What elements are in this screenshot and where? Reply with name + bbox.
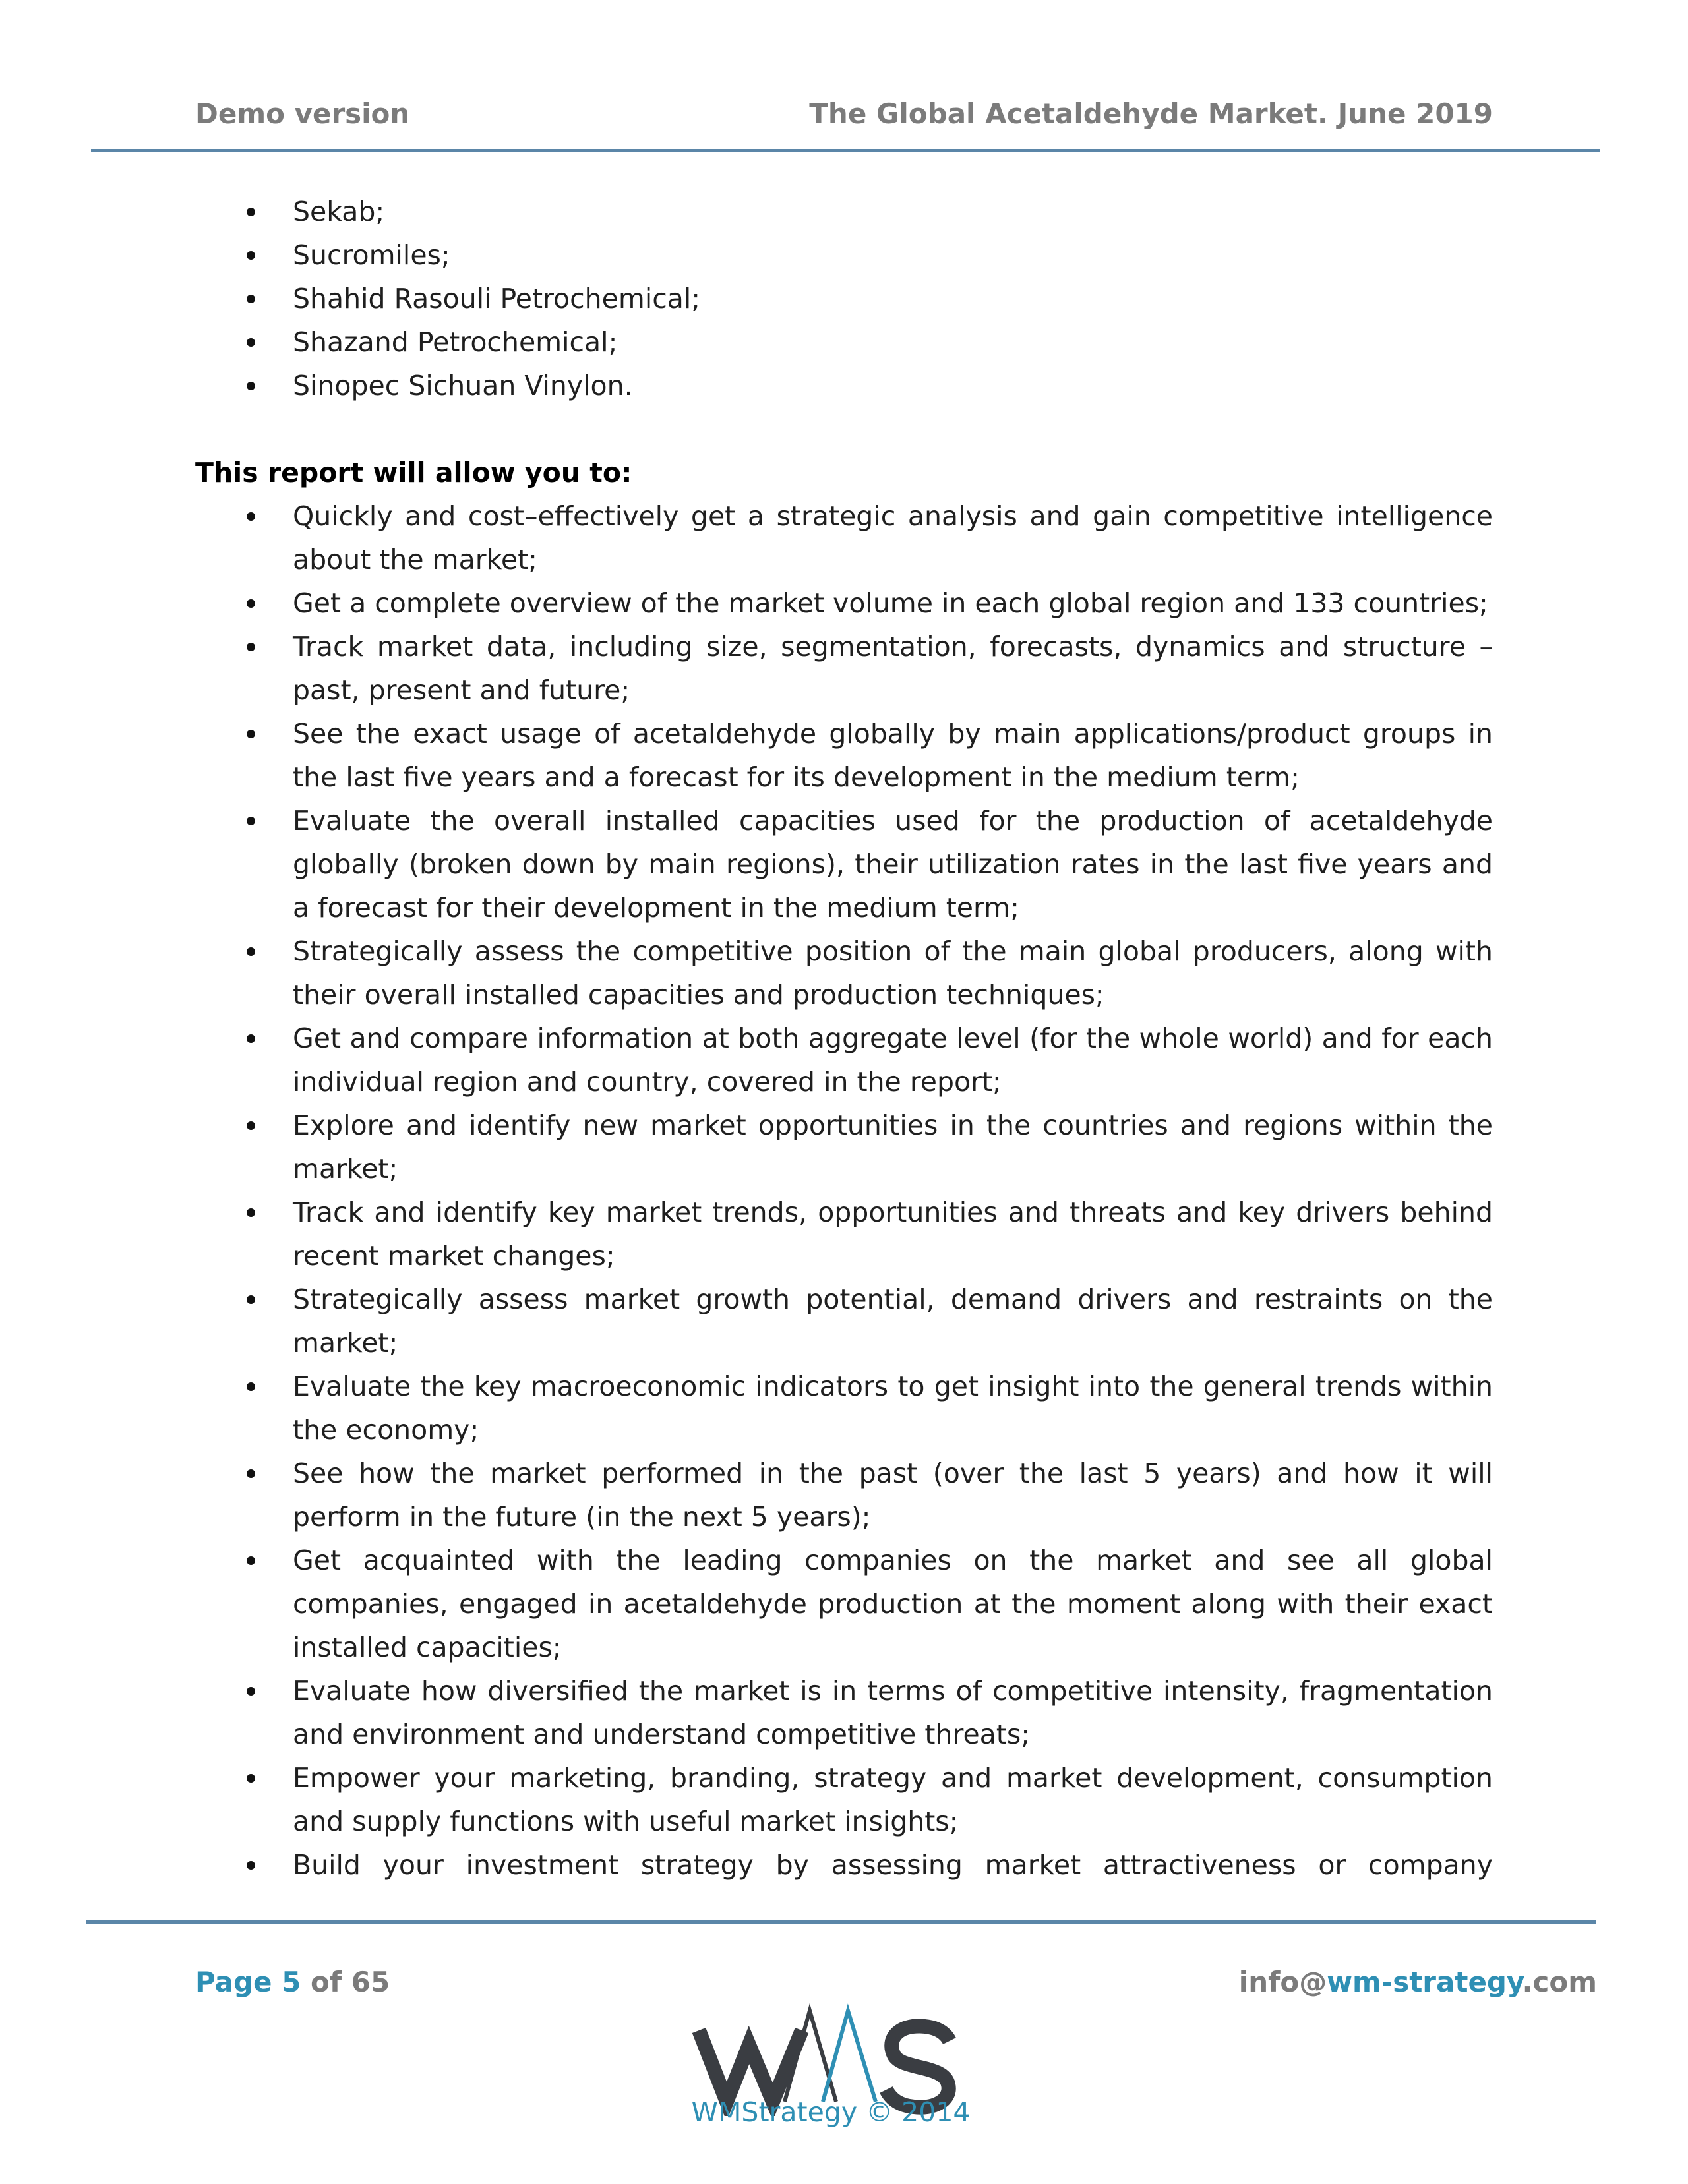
list-item: Sekab; xyxy=(195,190,1493,233)
header-demo-label: Demo version xyxy=(195,98,410,130)
page-word: Page xyxy=(195,1966,272,1998)
section-heading: This report will allow you to: xyxy=(195,457,632,488)
footer-divider xyxy=(86,1920,1596,1924)
list-item: Build your investment strategy by assessing market attractiveness or company xyxy=(195,1843,1493,1887)
list-item: See the exact usage of acetaldehyde globally by main applications/product groups in the last five years and a forecast for its development in the medium term; xyxy=(195,712,1493,799)
list-item: Strategically assess market growth potential, demand drivers and restraints on the market; xyxy=(195,1278,1493,1365)
list-item: Strategically assess the competitive position of the main global producers, along with their overall installed capacities and production techniques; xyxy=(195,930,1493,1017)
list-item: Explore and identify new market opportunities in the countries and regions within the market; xyxy=(195,1104,1493,1191)
email-domain: wm-strategy xyxy=(1327,1966,1522,1998)
list-item: Track and identify key market trends, opportunities and threats and key drivers behind recent market changes; xyxy=(195,1191,1493,1278)
list-item: Get a complete overview of the market volume in each global region and 133 countries; xyxy=(195,581,1493,625)
company-list xyxy=(195,190,1493,407)
benefits-list xyxy=(195,494,1493,1887)
list-item: Evaluate the overall installed capacities used for the production of acetaldehyde globally (broken down by main regions), their utilization rates in the last five years and a forecast for their development in the medium term; xyxy=(195,799,1493,930)
list-item: Quickly and cost–effectively get a strategic analysis and gain competitive intelligence about the market; xyxy=(195,494,1493,581)
list-item: Evaluate the key macroeconomic indicators to get insight into the general trends within the economy; xyxy=(195,1365,1493,1452)
list-item: Get and compare information at both aggregate level (for the whole world) and for each individual region and country, covered in the report; xyxy=(195,1017,1493,1104)
list-item: Get acquainted with the leading companies on the market and see all global companies, engaged in acetaldehyde production at the moment along with their exact installed capacities; xyxy=(195,1539,1493,1669)
page-total: of 65 xyxy=(311,1966,390,1998)
email-suffix: .com xyxy=(1522,1966,1597,1998)
header-divider xyxy=(91,149,1600,152)
list-item: Sucromiles; xyxy=(195,233,1493,277)
list-item: Shazand Petrochemical; xyxy=(195,320,1493,364)
list-item: Shahid Rasouli Petrochemical; xyxy=(195,277,1493,320)
list-item: Evaluate how diversified the market is in terms of competitive intensity, fragmentation and environment and understand competitive threats; xyxy=(195,1669,1493,1756)
page-body xyxy=(195,190,1493,1887)
page-header xyxy=(195,98,1493,137)
copyright-text: WMStrategy © 2014 xyxy=(691,2096,971,2128)
contact-email xyxy=(1239,1966,1597,1998)
email-prefix: info@ xyxy=(1238,1966,1327,1998)
page-number xyxy=(195,1966,390,1998)
list-item: Sinopec Sichuan Vinylon. xyxy=(195,364,1493,407)
logo-text: WMS xyxy=(686,1984,688,1985)
page-current: 5 xyxy=(282,1966,301,1998)
list-item: Track market data, including size, segmentation, forecasts, dynamics and structure – past, present and future; xyxy=(195,625,1493,712)
list-item: See how the market performed in the past (over the last 5 years) and how it will perform in the future (in the next 5 years); xyxy=(195,1452,1493,1539)
list-item: Empower your marketing, branding, strategy and market development, consumption and supply functions with useful market insights; xyxy=(195,1756,1493,1843)
header-report-title: The Global Acetaldehyde Market. June 2019 xyxy=(809,98,1493,130)
